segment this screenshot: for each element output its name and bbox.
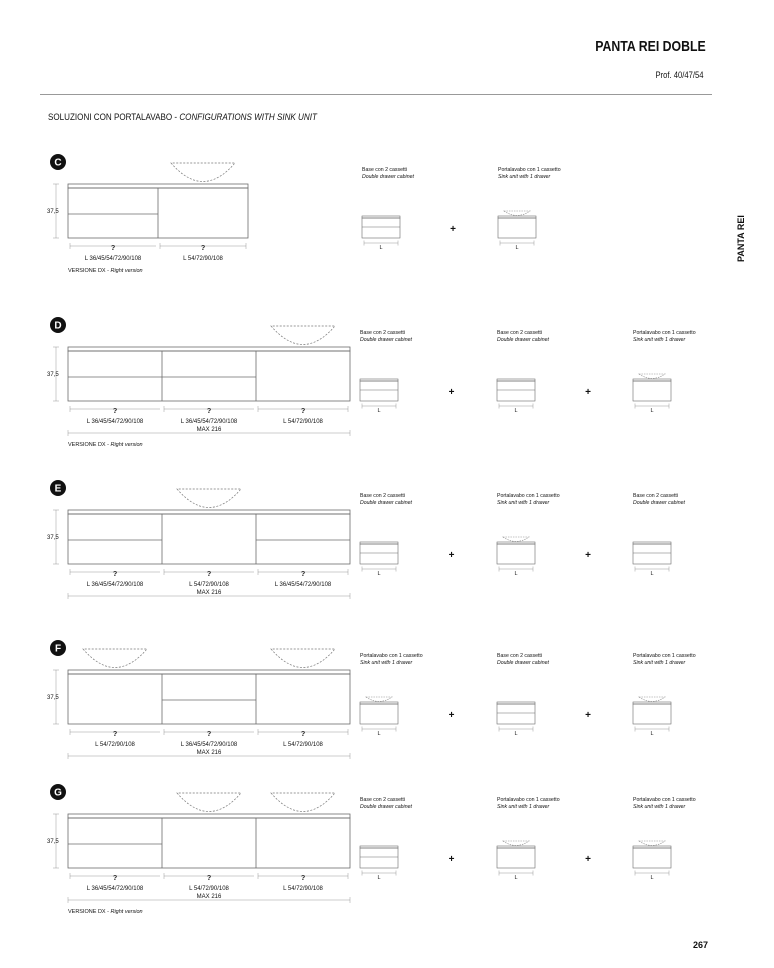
module-width-label: L (514, 408, 518, 414)
module-body (360, 848, 398, 868)
basin-outline (83, 649, 147, 668)
module-name-it: Portalavabo con 1 cassetto (633, 653, 696, 659)
version-note (68, 909, 143, 915)
module-body (498, 218, 536, 238)
dimension-question: ? (300, 406, 306, 415)
module-name-it: Portalavabo con 1 cassetto (498, 167, 561, 173)
module-name-en: Sink unit with 1 drawer (497, 804, 550, 810)
column-width-label: L 54/72/90/108 (183, 256, 223, 262)
plus-sign: + (448, 550, 455, 561)
section-heading-en: CONFIGURATIONS WITH SINK UNIT (179, 112, 317, 123)
column-width-label: L 36/45/54/72/90/108 (86, 419, 144, 425)
height-label: 37,5 (47, 695, 59, 701)
module-width-label: L (515, 245, 519, 251)
module-name-it: Portalavabo con 1 cassetto (360, 653, 423, 659)
configuration-d (0, 313, 774, 463)
version-note-it: VERSIONE DX - (68, 442, 111, 448)
module-body (497, 544, 535, 564)
version-note-it: VERSIONE DX - (68, 268, 111, 274)
configuration-f (0, 636, 774, 786)
column-width-label: L 36/45/54/72/90/108 (180, 419, 238, 425)
column-width-label: L 36/45/54/72/90/108 (180, 742, 238, 748)
module-name-en: Double drawer cabinet (633, 500, 685, 506)
side-label: PANTA REI (736, 215, 746, 262)
dimension-question: ? (206, 873, 212, 882)
max-width-label: MAX 216 (196, 427, 222, 433)
column-width-label: L 54/72/90/108 (95, 742, 135, 748)
dimension-question: ? (200, 243, 206, 252)
module-name-it: Base con 2 cassetti (360, 330, 405, 336)
countertop (68, 184, 248, 188)
module-name-it: Portalavabo con 1 cassetto (497, 493, 560, 499)
column-width-label: L 54/72/90/108 (283, 419, 323, 425)
max-width-label: MAX 216 (196, 894, 222, 900)
module-name-en: Sink unit with 1 drawer (633, 660, 686, 666)
module-width-label: L (650, 408, 654, 414)
module-sink (497, 797, 560, 881)
page-subtitle: Prof. 40/47/54 (655, 70, 704, 80)
version-note-en: Right version (110, 909, 143, 915)
column-width-label: L 36/45/54/72/90/108 (86, 582, 144, 588)
module-name-it: Base con 2 cassetti (362, 167, 407, 173)
module-basin (504, 211, 530, 216)
section-heading-it: SOLUZIONI CON PORTALAVABO - (48, 112, 180, 123)
module-body (497, 381, 535, 401)
dimension-question: ? (206, 569, 212, 578)
module-width-label: L (650, 571, 654, 577)
plus-sign: + (585, 854, 591, 865)
module-name-it: Base con 2 cassetti (497, 653, 542, 659)
module-drawers (497, 330, 549, 414)
basin-outline (171, 163, 235, 182)
page-number: 267 (692, 940, 708, 950)
countertop (68, 347, 350, 351)
module-sink (360, 653, 423, 737)
module-top (362, 216, 400, 218)
module-body (633, 704, 671, 724)
height-label: 37,5 (47, 839, 59, 845)
dimension-question: ? (300, 569, 306, 578)
module-drawers (633, 493, 685, 577)
version-note-it: VERSIONE DX - (68, 909, 111, 915)
dimension-question: ? (300, 873, 306, 882)
module-basin (503, 537, 529, 542)
module-sink (498, 167, 561, 251)
basin-outline (177, 489, 241, 508)
module-width-label: L (377, 571, 381, 577)
module-name-en: Double drawer cabinet (497, 337, 549, 343)
version-note (68, 268, 143, 274)
column-width-label: L 54/72/90/108 (283, 886, 323, 892)
plus-sign: + (450, 224, 456, 235)
elevation-drawing (68, 489, 350, 564)
config-letter: G (54, 787, 62, 799)
dimension-question: ? (112, 569, 118, 578)
module-name-it: Base con 2 cassetti (360, 797, 405, 803)
column-width-label: L 36/45/54/72/90/108 (84, 256, 142, 262)
module-width-label: L (377, 875, 381, 881)
dimension-question: ? (300, 729, 306, 738)
module-body (360, 381, 398, 401)
module-name-en: Double drawer cabinet (360, 804, 412, 810)
elevation-drawing (68, 793, 350, 868)
module-body (362, 218, 400, 238)
module-basin (639, 697, 665, 702)
cabinet-body (68, 818, 350, 868)
column-width-label: L 54/72/90/108 (283, 742, 323, 748)
dimension-question: ? (206, 729, 212, 738)
basin-outline (271, 649, 335, 668)
plus-sign: + (585, 387, 591, 398)
module-name-en: Sink unit with 1 drawer (633, 337, 686, 343)
dimension-question: ? (112, 406, 118, 415)
module-width-label: L (377, 731, 381, 737)
module-basin (503, 841, 529, 846)
module-width-label: L (514, 571, 518, 577)
column-width-label: L 36/45/54/72/90/108 (274, 582, 332, 588)
module-drawers (360, 797, 412, 881)
module-name-en: Double drawer cabinet (362, 174, 414, 180)
module-body (497, 704, 535, 724)
module-name-en: Sink unit with 1 drawer (360, 660, 413, 666)
module-sink (633, 330, 696, 414)
basin-outline (177, 793, 241, 812)
config-letter: F (54, 643, 62, 655)
module-name-en: Sink unit with 1 drawer (498, 174, 551, 180)
module-name-it: Base con 2 cassetti (633, 493, 678, 499)
module-name-en: Sink unit with 1 drawer (633, 804, 686, 810)
module-width-label: L (379, 245, 383, 251)
version-note-en: Right version (110, 442, 143, 448)
module-body (360, 704, 398, 724)
module-drawers (362, 167, 414, 251)
module-name-it: Portalavabo con 1 cassetto (633, 330, 696, 336)
basin-outline (271, 793, 335, 812)
column-width-label: L 54/72/90/108 (189, 886, 229, 892)
max-width-label: MAX 216 (196, 590, 222, 596)
module-sink (633, 653, 696, 737)
plus-sign: + (585, 550, 591, 561)
height-label: 37,5 (47, 372, 59, 378)
configuration-c (0, 150, 774, 300)
module-name-it: Portalavabo con 1 cassetto (633, 797, 696, 803)
plus-sign: + (448, 710, 455, 721)
module-basin (639, 841, 665, 846)
cabinet-body (68, 351, 350, 401)
module-body (633, 848, 671, 868)
config-letter: D (54, 320, 62, 332)
module-name-en: Sink unit with 1 drawer (497, 500, 550, 506)
version-note-en: Right version (110, 268, 143, 274)
elevation-drawing (68, 163, 248, 238)
column-width-label: L 36/45/54/72/90/108 (86, 886, 144, 892)
dimension-question: ? (206, 406, 212, 415)
elevation-drawing (68, 326, 350, 401)
module-body (360, 544, 398, 564)
countertop (68, 510, 350, 514)
module-width-label: L (377, 408, 381, 414)
countertop (68, 670, 350, 674)
config-letter: C (54, 157, 62, 169)
module-name-en: Double drawer cabinet (360, 337, 412, 343)
module-basin (639, 374, 665, 379)
configuration-g (0, 780, 774, 930)
config-letter: E (54, 483, 62, 495)
module-name-en: Double drawer cabinet (360, 500, 412, 506)
dimension-question: ? (112, 729, 118, 738)
module-body (633, 544, 671, 564)
plus-sign: + (585, 710, 591, 721)
dimension-question: ? (112, 873, 118, 882)
module-sink (633, 797, 696, 881)
module-drawers (360, 493, 412, 577)
module-drawers (360, 330, 412, 414)
column-width-label: L 54/72/90/108 (189, 582, 229, 588)
module-name-en: Double drawer cabinet (497, 660, 549, 666)
plus-sign: + (448, 387, 455, 398)
module-width-label: L (514, 875, 518, 881)
cabinet-body (68, 674, 350, 724)
configuration-e (0, 476, 774, 626)
module-name-it: Base con 2 cassetti (360, 493, 405, 499)
section-heading (48, 112, 317, 123)
basin-outline (271, 326, 335, 345)
module-width-label: L (514, 731, 518, 737)
height-label: 37,5 (47, 209, 59, 215)
module-body (497, 848, 535, 868)
module-basin (366, 697, 392, 702)
version-note (68, 442, 143, 448)
module-body (633, 381, 671, 401)
module-name-it: Base con 2 cassetti (497, 330, 542, 336)
countertop (68, 814, 350, 818)
module-name-it: Portalavabo con 1 cassetto (497, 797, 560, 803)
module-width-label: L (650, 731, 654, 737)
cabinet-body (68, 514, 350, 564)
header-divider (40, 94, 712, 95)
dimension-question: ? (110, 243, 116, 252)
height-label: 37,5 (47, 535, 59, 541)
module-width-label: L (650, 875, 654, 881)
plus-sign: + (448, 854, 455, 865)
module-top (498, 216, 536, 218)
page-title: PANTA REI DOBLE (595, 38, 706, 55)
elevation-drawing (68, 649, 350, 724)
module-drawers (497, 653, 549, 737)
module-sink (497, 493, 560, 577)
max-width-label: MAX 216 (196, 750, 222, 756)
